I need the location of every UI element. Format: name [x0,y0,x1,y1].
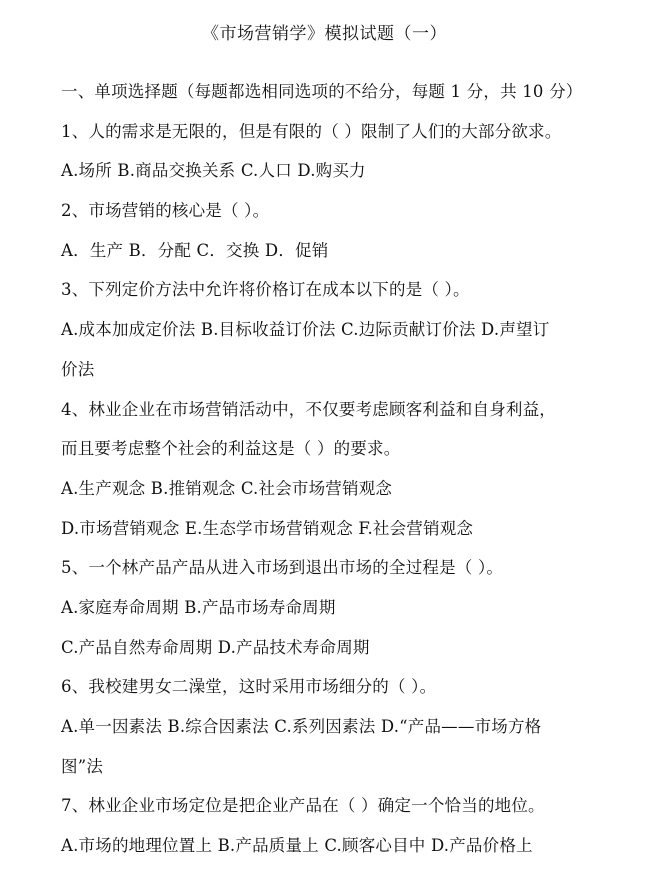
question-5: 5、一个林产品产品从进入市场到退出市场的全过程是（ ）。 [61,558,504,578]
question-2-options: A．生产 B．分配 C．交换 D．促销 [61,240,329,260]
question-4-options-continued: D.市场营销观念 E.生态学市场营销观念 F.社会营销观念 [61,518,474,538]
question-6-options-continued: 图”法 [61,756,104,776]
question-7: 7、林业企业市场定位是把企业产品在（ ）确定一个恰当的地位。 [61,796,545,816]
question-2: 2、市场营销的核心是（ ）。 [61,201,270,221]
question-3-options-continued: 价法 [61,359,95,379]
question-text [61,79,641,873]
question-4-options: A.生产观念 B.推销观念 C.社会市场营销观念 [61,478,393,498]
question-1: 1、人的需求是无限的，但是有限的（ ）限制了人们的大部分欲求。 [61,121,562,141]
question-6: 6、我校建男女二澡堂，这时采用市场细分的（ ）。 [61,677,437,697]
page-title: 《市场营销学》模拟试题（一） [202,24,447,44]
section-heading: 一、单项选择题（每题都选相同选项的不给分，每题 1 分，共 10 分） [61,82,583,101]
question-5-options: A.家庭寿命周期 B.产品市场寿命周期 [61,597,336,617]
question-3-options: A.成本加成定价法 B.目标收益订价法 C.边际贡献订价法 D.声望订 [61,320,550,340]
question-3: 3、下列定价方法中允许将价格订在成本以下的是（ ）。 [61,280,470,300]
question-1-options: A.场所 B.商品交换关系 C.人口 D.购买力 [61,161,366,181]
question-4-continued: 而且要考虑整个社会的利益这是（ ）的要求。 [61,439,401,459]
question-4: 4、林业企业在市场营销活动中，不仅要考虑顾客利益和自身利益， [61,399,556,419]
question-7-options: A.市场的地理位置上 B.产品质量上 C.顾客心目中 D.产品价格上 [61,836,533,856]
question-6-options: A.单一因素法 B.综合因素法 C.系列因素法 D.“产品——市场方格 [61,717,542,736]
question-5-options-continued: C.产品自然寿命周期 D.产品技术寿命周期 [61,637,370,657]
